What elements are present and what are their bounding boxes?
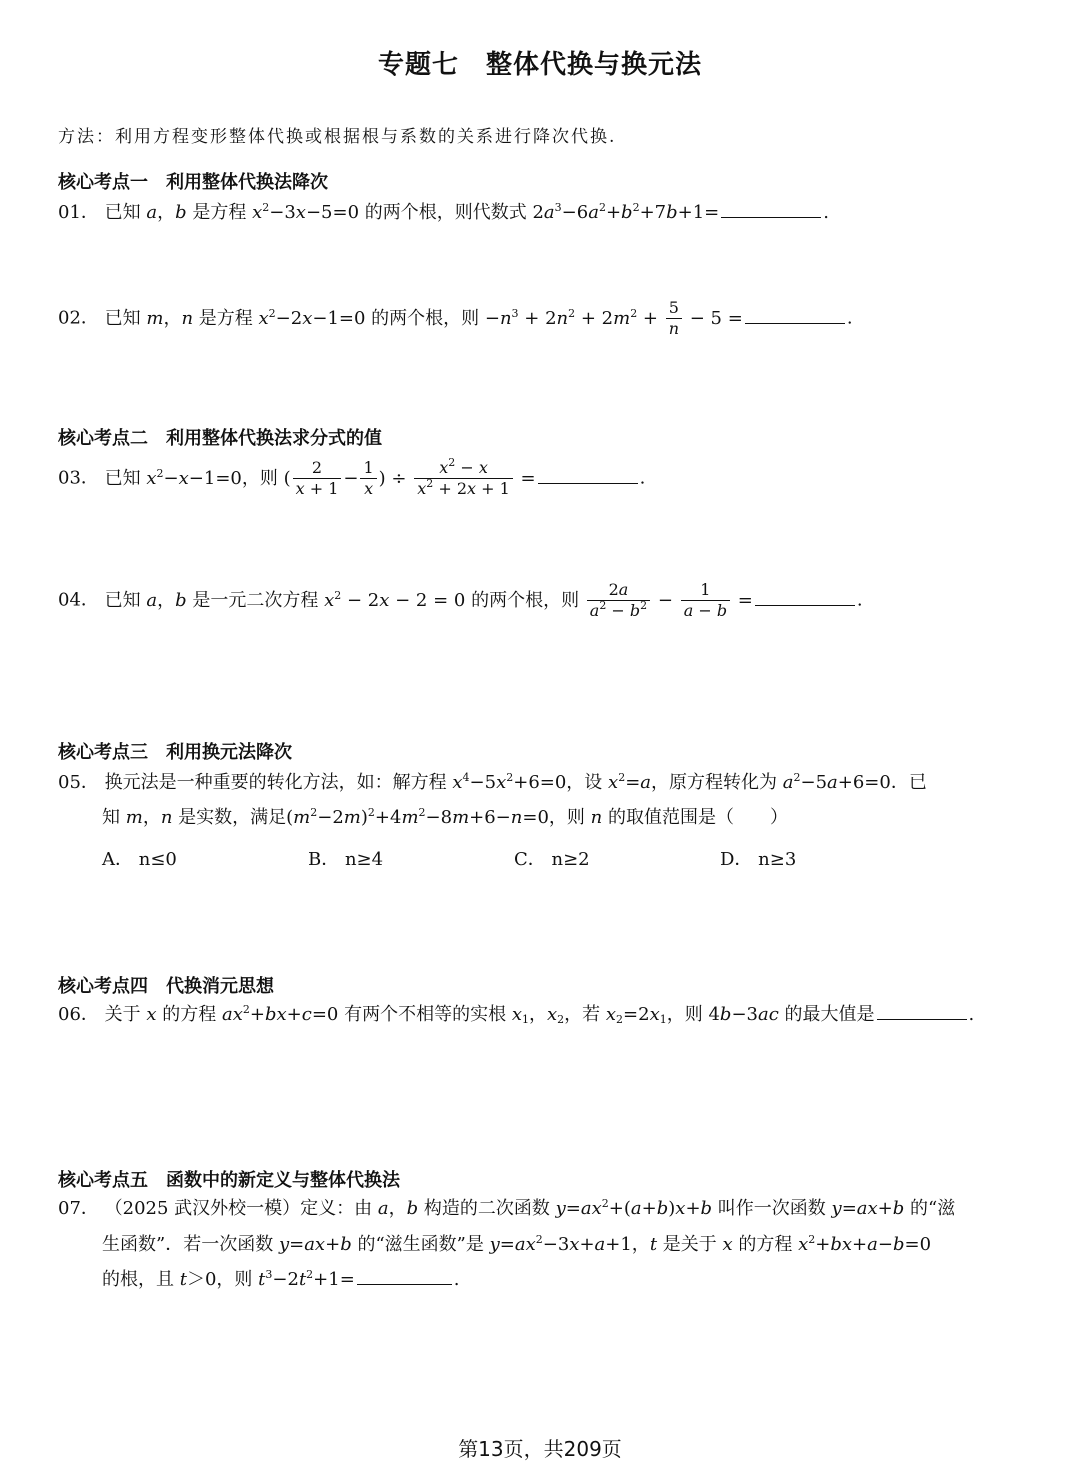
option-d[interactable]: D． n≥3 [720, 849, 797, 870]
question-07 [58, 1197, 956, 1219]
question-number: 04． [58, 589, 99, 611]
method-text: 方法：利用方程变形整体代换或根据根与系数的关系进行降次代换. [58, 127, 617, 147]
option-c[interactable]: C． n≥2 [514, 849, 590, 870]
section-2-heading: 核心考点二 利用整体代换法求分式的值 [58, 428, 382, 449]
page-title: 专题七 整体代换与换元法 [377, 50, 702, 80]
question-number: 05． [58, 772, 99, 793]
section-5-heading: 核心考点五 函数中的新定义与整体代换法 [58, 1170, 400, 1191]
section-3-heading: 核心考点三 利用换元法降次 [58, 742, 292, 763]
question-03: 03． 已知 $x^2-x-1=0$，则 ( $\frac{2}{x + 1}$ − $\frac{1}{x}$ ) ÷ $\frac{x^2 - x}{x^2 + 2x + 1}$ = . [58, 456, 646, 498]
question-number: 03． [58, 467, 99, 489]
question-05 [58, 771, 927, 793]
question-number: 02． [58, 307, 99, 329]
question-text-render: 生函数”．若一次函数 y=ax+b 的“滋生函数”是 $y=ax^2-3x+a+1$，t 是关于 x 的方程 $x^2+bx+a-b=0$ [102, 1233, 932, 1255]
question-number: 07． [58, 1198, 99, 1219]
question-text-render: 已知 m，n 是方程 $x^2-2x-1=0$ 的两个根，则 $-n^3 + 2n^2 + 2m^2$ + $\frac{5}{n}$ − 5 = [104, 298, 743, 338]
question-text-render: 换元法是一种重要的转化方法，如：解方程 $x^4-5x^2+6=0$，设 $x^2=a$，原方程转化为 $a^2-5a+6=0$．已 [104, 771, 927, 793]
section-4-heading: 核心考点四 代换消元思想 [58, 976, 274, 997]
question-number: 01． [58, 202, 99, 223]
question-01: 01． 已知 a，b 是方程 $x^2-3x-5=0$ 的两个根，则代数式 $2a^3-6a^2+b^2+7b+1=$ . [58, 201, 829, 223]
question-07-line3: 的根，且 t＞0，则 $t^3-2t^2+1=$ . [102, 1268, 460, 1290]
question-text-render: 的根，且 t＞0，则 $t^3-2t^2+1=$ [102, 1268, 355, 1290]
question-text-render: 已知 $x^2-x-1=0$，则 ( $\frac{2}{x + 1}$ − $\frac{1}{x}$ ) ÷ $\frac{x^2 - x}{x^2 + 2x + 1}$ = [104, 456, 536, 498]
answer-blank[interactable] [538, 482, 638, 484]
question-text-render: （2025 武汉外校一模）定义：由 a，b 构造的二次函数 $y=ax^2+(a+b)x+b$ 叫作一次函数 y=ax+b 的“滋 [104, 1197, 956, 1219]
section-1-heading: 核心考点一 利用整体代换法降次 [58, 172, 328, 193]
question-number: 06． [58, 1004, 99, 1025]
question-text-render: 知 m，n 是实数，满足$(m^2-2m)^2+4m^2-8m+6-n=0$，则 n 的取值范围是（ ） [102, 806, 788, 828]
question-06: 06． 关于 x 的方程 $ax^2+bx+c=0$ 有两个不相等的实根 $x_1$，$x_2$，若 $x_2=2x_1$，则 4b−3ac 的最大值是 . [58, 1003, 975, 1026]
question-text-render: 已知 a，b 是方程 $x^2-3x-5=0$ 的两个根，则代数式 $2a^3-6a^2+b^2+7b+1=$ [104, 201, 720, 223]
answer-blank[interactable] [357, 1283, 452, 1285]
question-text-render: 已知 a，b 是一元二次方程 $x^2 - 2x - 2 = 0$ 的两个根，则 $\frac{2a}{a^2 - b^2}$ − $\frac{1}{a - b}$ = [104, 580, 753, 620]
option-a[interactable]: A． n≤0 [102, 849, 177, 870]
question-05-line2 [102, 806, 788, 828]
answer-blank[interactable] [721, 216, 821, 218]
option-b[interactable]: B． n≥4 [308, 849, 384, 870]
answer-blank[interactable] [755, 604, 855, 606]
question-07-line2 [102, 1233, 932, 1255]
answer-blank[interactable] [877, 1018, 967, 1020]
answer-blank[interactable] [745, 322, 845, 324]
question-text-render: 关于 x 的方程 $ax^2+bx+c=0$ 有两个不相等的实根 $x_1$，$x_2$，若 $x_2=2x_1$，则 4b−3ac 的最大值是 [104, 1003, 875, 1026]
question-04: 04． 已知 a，b 是一元二次方程 $x^2 - 2x - 2 = 0$ 的两个根，则 $\frac{2a}{a^2 - b^2}$ − $\frac{1}{a - b}$ = . [58, 580, 863, 620]
question-02: 02． 已知 m，n 是方程 $x^2-2x-1=0$ 的两个根，则 $-n^3 + 2n^2 + 2m^2$ + $\frac{5}{n}$ − 5 = . [58, 298, 853, 338]
page-footer: 第13页，共209页 [458, 1437, 622, 1461]
